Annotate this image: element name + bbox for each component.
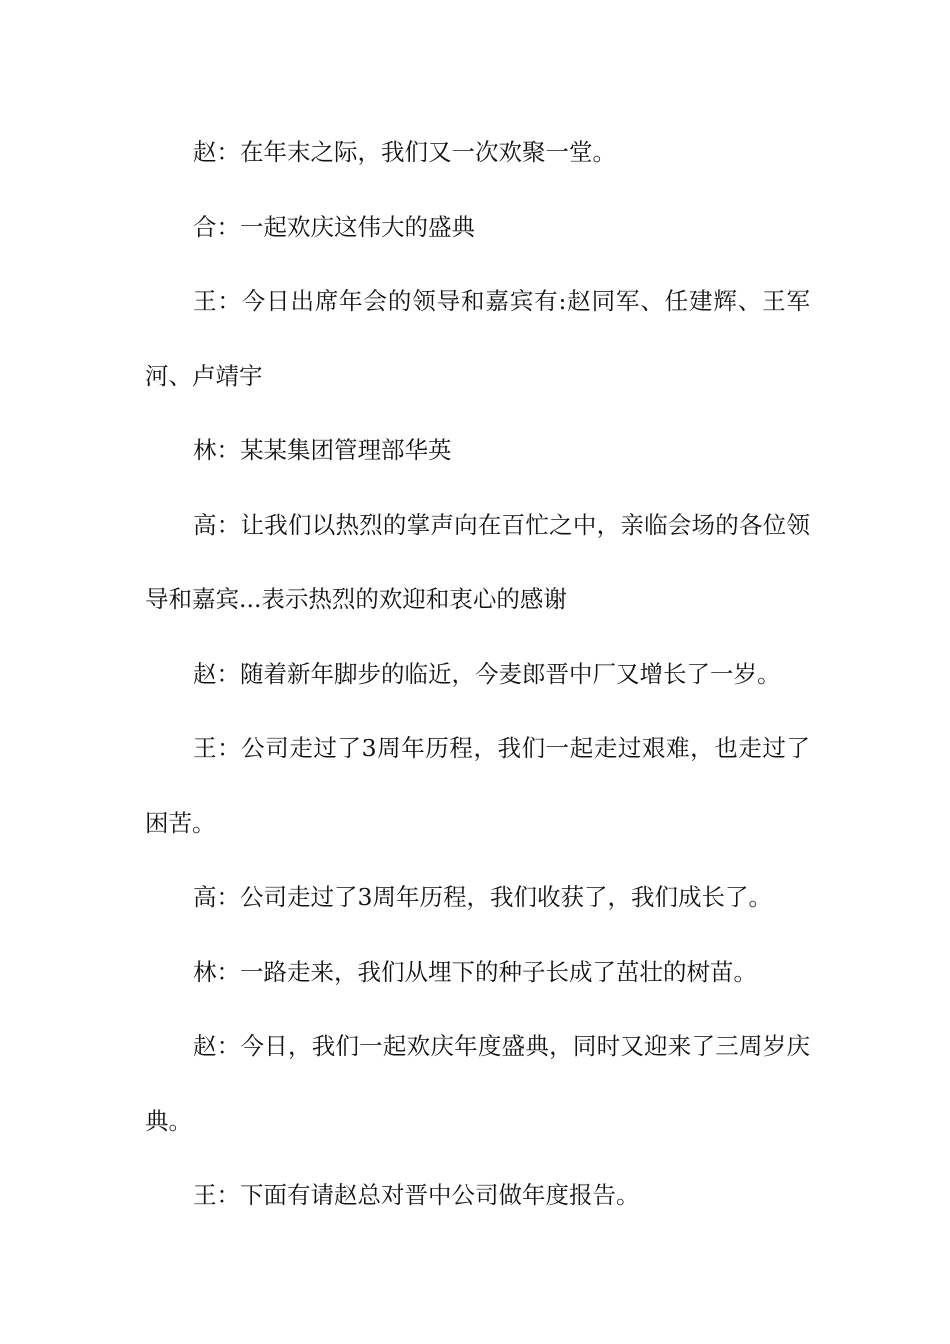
speaker-label: 赵： <box>193 1032 241 1060</box>
script-line <box>145 711 810 860</box>
speaker-label: 林： <box>193 436 240 464</box>
line-text: 今日出席年会的领导和嘉宾有:赵同军、任建辉、王军河、卢靖宇 <box>145 287 811 390</box>
speaker-label: 赵： <box>193 138 240 166</box>
script-line <box>145 190 810 265</box>
speaker-label: 赵： <box>193 659 240 688</box>
script-line <box>145 413 810 488</box>
line-text: 下面有请赵总对晋中公司做年度报告。 <box>240 1181 640 1209</box>
line-text: 某某集团管理部华英 <box>240 436 452 464</box>
script-line <box>145 935 810 1010</box>
line-text: 公司走过了3周年历程，我们收获了，我们成长了。 <box>240 883 772 911</box>
script-line <box>145 488 810 637</box>
speaker-label: 高： <box>193 883 240 911</box>
script-line <box>145 1009 810 1158</box>
speaker-label: 王： <box>193 287 242 315</box>
script-line <box>145 264 810 413</box>
line-text: 公司走过了3周年历程，我们一起走过艰难，也走过了困苦。 <box>145 734 811 837</box>
line-text: 今日，我们一起欢庆年度盛典，同时又迎来了三周岁庆典。 <box>145 1032 811 1135</box>
script-line <box>145 860 810 935</box>
script-body <box>145 115 810 1233</box>
line-text: 一路走来，我们从埋下的种子长成了茁壮的树苗。 <box>240 957 757 986</box>
line-text: 在年末之际，我们又一次欢聚一堂。 <box>240 138 616 166</box>
speaker-label: 林： <box>193 957 240 986</box>
speaker-label: 王： <box>193 1181 240 1209</box>
line-text: 让我们以热烈的掌声向在百忙之中，亲临会场的各位领导和嘉宾...表示热烈的欢迎和衷心的感谢 <box>145 510 811 613</box>
line-text: 随着新年脚步的临近，今麦郎晋中厂又增长了一岁。 <box>240 659 781 688</box>
speaker-label: 高： <box>193 510 241 539</box>
speaker-label: 合： <box>193 212 240 241</box>
script-line <box>145 115 810 190</box>
speaker-label: 王： <box>193 734 242 762</box>
script-line <box>145 637 810 712</box>
script-line <box>145 1158 810 1233</box>
line-text: 一起欢庆这伟大的盛典 <box>240 212 475 241</box>
